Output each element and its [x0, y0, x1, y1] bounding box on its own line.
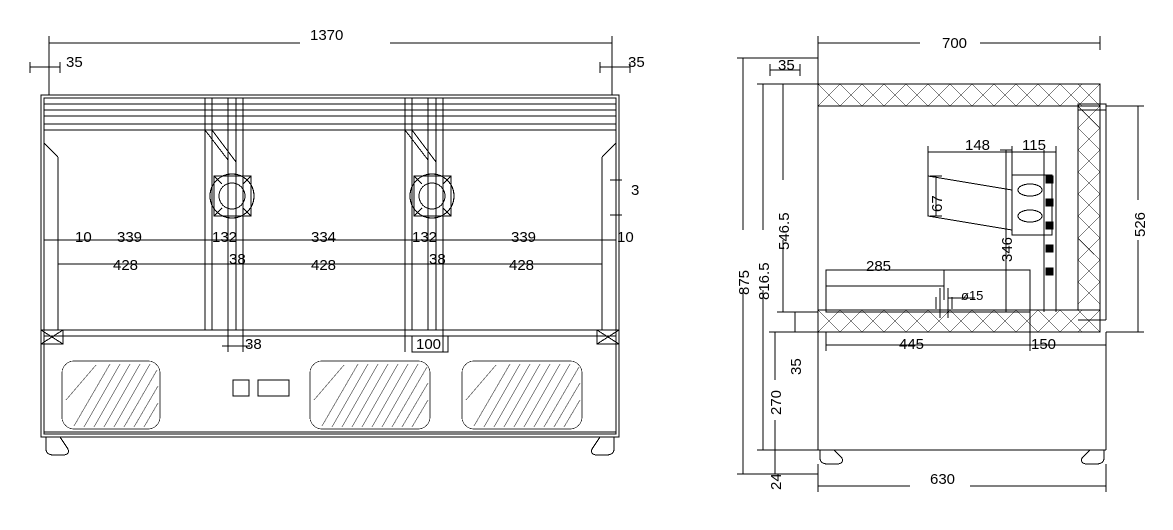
dim-front-gap-1: 38 [229, 251, 246, 268]
dim-front-top-right-small: 3 [631, 182, 640, 199]
dim-side-base-width: 630 [930, 471, 956, 488]
dim-side-top-offset: 35 [778, 57, 795, 74]
dim-front-left-offset: 35 [66, 54, 83, 71]
dim-side-height-526: 526 [1132, 211, 1149, 237]
dim-front-gap-2: 38 [429, 251, 446, 268]
dim-side-right-section: 150 [1031, 336, 1057, 353]
dim-side-fan-148: 148 [965, 137, 991, 154]
dim-side-height-816: 816.5 [756, 262, 773, 300]
dim-side-hole-diameter: ø15 [961, 288, 984, 303]
dim-side-fan-115: 115 [1022, 137, 1046, 154]
dim-front-panel-2: 334 [311, 229, 337, 246]
dim-front-right-edge: 10 [617, 229, 634, 246]
dim-front-left-edge: 10 [75, 229, 92, 246]
dim-front-bottom-100: 100 [416, 336, 442, 353]
dim-front-inner-2: 428 [311, 257, 337, 274]
dim-side-height-35: 35 [788, 358, 805, 375]
dim-side-shelf-285: 285 [866, 258, 892, 275]
dim-front-post-2: 132 [412, 229, 438, 246]
dim-front-panel-1: 339 [117, 229, 143, 246]
dim-side-fan-67: 67 [929, 195, 946, 212]
dim-front-right-offset: 35 [628, 54, 645, 71]
dim-side-overall-depth: 700 [942, 35, 968, 52]
dim-side-height-270: 270 [768, 389, 785, 415]
dim-side-height-546: 546.5 [776, 212, 793, 250]
dim-side-height-346: 346 [999, 236, 1016, 262]
dim-side-height-24: 24 [768, 473, 785, 490]
dim-front-bottom-38: 38 [245, 336, 262, 353]
dim-front-overall-width: 1370 [310, 27, 344, 44]
dim-front-inner-1: 428 [113, 257, 139, 274]
dim-side-total-height: 875 [736, 269, 753, 295]
dim-front-panel-3: 339 [511, 229, 537, 246]
dim-side-inner-depth: 445 [899, 336, 925, 353]
dim-front-post-1: 132 [212, 229, 238, 246]
dim-front-inner-3: 428 [509, 257, 535, 274]
